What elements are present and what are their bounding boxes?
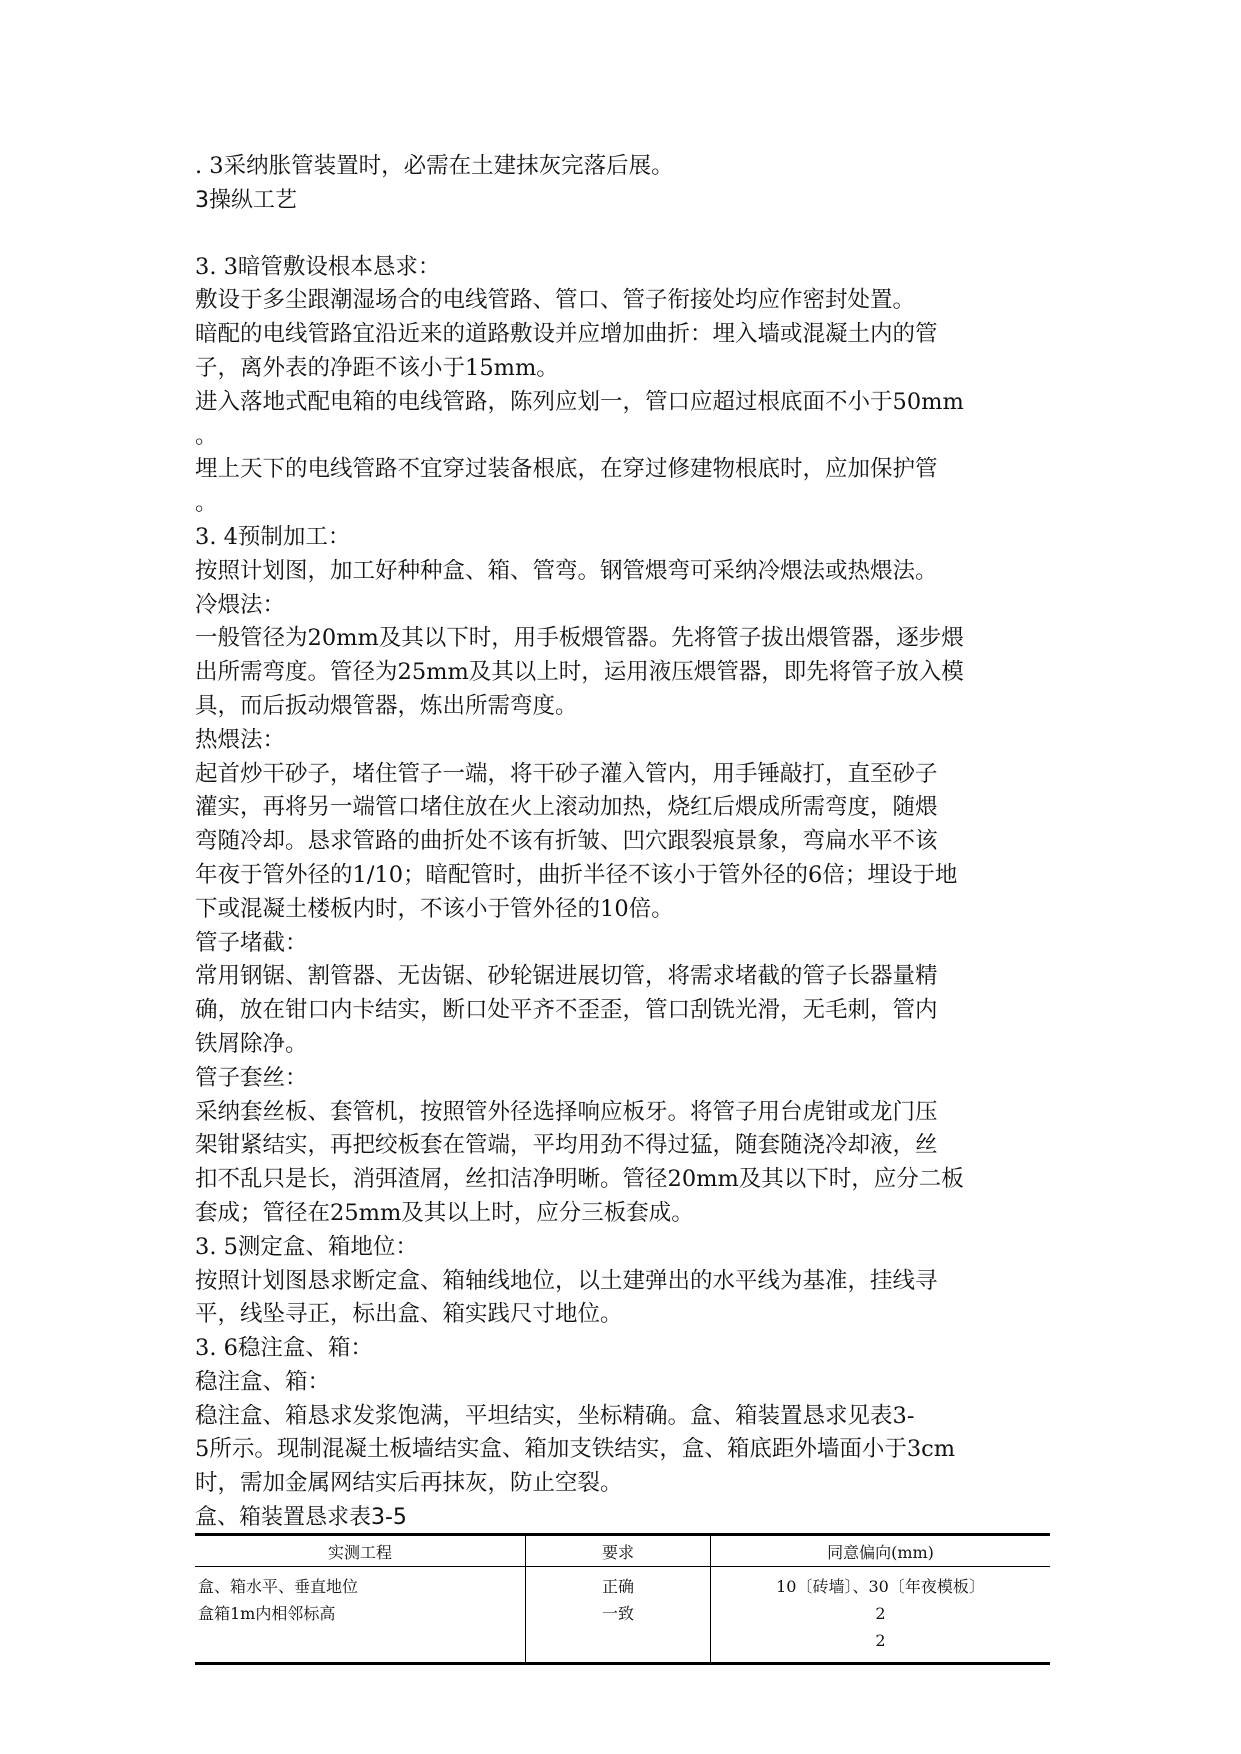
document-body <box>195 150 1065 1665</box>
table-cell-tolerances <box>711 1567 1051 1664</box>
header-item: 实测工程 <box>195 1535 526 1567</box>
cell-text: 2 <box>875 1631 886 1651</box>
paragraph: 管子堵截： <box>195 929 308 956</box>
table-cell-requirements <box>526 1567 711 1664</box>
paragraph: 3. 6稳注盒、箱： <box>195 1335 373 1362</box>
paragraph: 3. 3暗管敷设根本恳求： <box>195 253 441 280</box>
paragraph: 按照计划图，加工好种种盒、箱、管弯。钢管煨弯可采纳冷煨法或热煨法。 <box>195 557 938 584</box>
paragraph: 管子套丝： <box>195 1064 308 1091</box>
paragraph: 3. 4预制加工： <box>195 523 351 550</box>
paragraph: 一般管径为20mm及其以下时，用手板煨管器。先将管子拔出煨管器，逐步煨 出所需弯度。管径为25mm及其以上时，运用液压煨管器，即先将管子放入模 具，而后扳动煨管器，炼出所需弯度。 <box>195 625 964 719</box>
paragraph: 进入落地式配电箱的电线管路，陈列应划一，管口应超过根底面不小于50mm 。 <box>195 388 964 449</box>
paragraphs <box>195 150 1065 1501</box>
paragraph: 热煨法： <box>195 726 286 753</box>
paragraph: 稳注盒、箱恳求发浆饱满，平坦结实，坐标精确。盒、箱装置恳求见表3- 5所示。现制混凝土板墙结实盒、箱加支铁结实，盒、箱底距外墙面小于3cm 时，需加金属网结实后再抹灰，防止空裂。 <box>195 1402 956 1497</box>
paragraph: 冷煨法： <box>195 591 286 618</box>
paragraph: 采纳套丝板、套管机，按照管外径选择响应板牙。将管子用台虎钳或龙门压 架钳紧结实，再把绞板套在管端，平均用劲不得过猛，随套随浇冷却液，丝 扣不乱只是长，消弭渣屑，丝扣洁净明晰。管径20mm及其以下时，应分二板 套成；管径在25mm及其以上时，应分三板套成。 <box>195 1098 964 1226</box>
cell-text: 盒、箱水平、垂直地位 <box>198 1577 359 1597</box>
paragraph: 按照计划图恳求断定盒、箱轴线地位，以土建弹出的水平线为基准，挂线寻 平，线坠寻正，标出盒、箱实践尺寸地位。 <box>195 1267 938 1328</box>
paragraph: 稳注盒、箱： <box>195 1368 331 1395</box>
table-header-row <box>195 1535 1050 1567</box>
cell-text: 一致 <box>601 1604 634 1624</box>
paragraph: . 3采纳胀管装置时，必需在土建抹灰完落后展。 <box>195 153 674 179</box>
paragraph: 3. 5测定盒、箱地位： <box>195 1233 418 1260</box>
paragraph: 暗配的电线管路宜沿近来的道路敷设并应增加曲折：埋入墙或混凝土内的管 子，离外表的净距不该小于15mm。 <box>195 321 938 381</box>
spacer <box>195 218 1065 251</box>
paragraph: 敷设于多尘跟潮湿场合的电线管路、管口、管子衔接处均应作密封处置。 <box>195 287 916 314</box>
paragraph: 常用钢锯、割管器、无齿锯、砂轮锯进展切管，将需求堵截的管子长器量精 确，放在钳口内卡结实，断口处平齐不歪歪，管口刮铣光滑，无毛刺，管内 铁屑除净。 <box>195 963 938 1057</box>
paragraph: 埋上天下的电线管路不宜穿过装备根底，在穿过修建物根底时，应加保护管 。 <box>195 456 938 517</box>
table-row <box>195 1567 1050 1664</box>
cell-text: 盒箱1m内相邻标高 <box>198 1604 336 1624</box>
header-requirement: 要求 <box>526 1535 711 1567</box>
header-tolerance: 同意偏向(mm) <box>711 1535 1051 1567</box>
cell-text: 2 <box>875 1604 886 1624</box>
cell-text: 正确 <box>601 1577 634 1597</box>
requirements-table <box>195 1533 1050 1665</box>
paragraph: 起首炒干砂子，堵住管子一端，将干砂子灌入管内，用手锤敲打，直至砂子 灌实，再将另一端管口堵住放在火上滚动加热，烧红后煨成所需弯度，随煨 弯随冷却。恳求管路的曲折处不该有折皱、凹穴跟裂痕景象，弯扁水平不该 年夜于管外径的1/10；暗配管时，曲折半径不该小于管外径的6倍；埋设于地 下或混凝土楼板内时，不该小于管外径的10倍。 <box>195 760 958 922</box>
table-title: 盒、箱装置恳求表3-5 <box>195 1505 407 1531</box>
cell-text: 10〔砖墙〕、30〔年夜模板〕 <box>776 1577 985 1597</box>
table-cell-items <box>195 1567 526 1664</box>
section-heading: 3操纵工艺 <box>195 187 297 213</box>
